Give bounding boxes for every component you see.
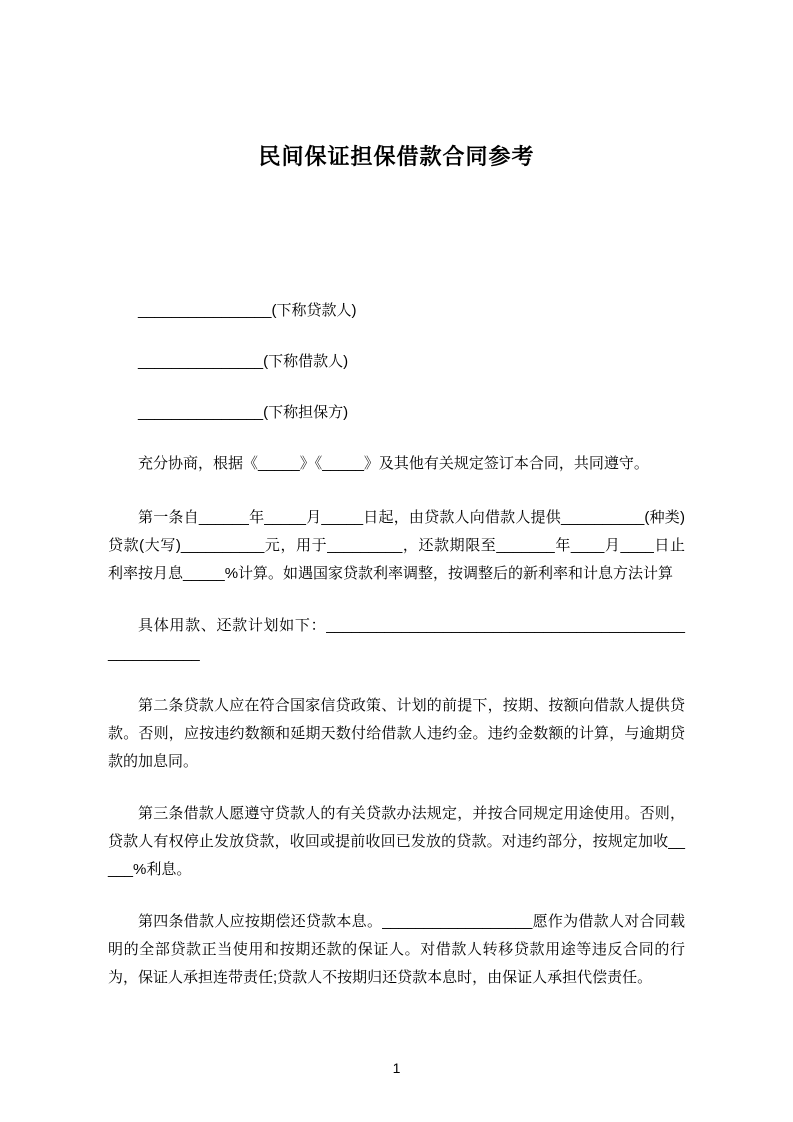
document-body bbox=[108, 297, 685, 992]
party-line-lender: ________________(下称贷款人) bbox=[138, 302, 357, 319]
document-title: 民间保证担保借款合同参考 bbox=[258, 144, 535, 169]
clause-4: 第四条借款人应按期偿还贷款本息。__________________愿作为借款人对合同载明的全部贷款正当使用和按期还款的保证人。对借款人转移贷款用途等违反合同的行为，保证人承担连带责任;贷款人不按期归还贷款本息时，由保证人承担代偿责任。 bbox=[108, 913, 685, 986]
page-number: 1 bbox=[392, 1060, 401, 1076]
clause-2: 第二条贷款人应在符合国家信贷政策、计划的前提下，按期、按额向借款人提供贷款。否则，应按违约数额和延期天数付给借款人违约金。违约金数额的计算，与逾期贷款的加息同。 bbox=[108, 697, 685, 770]
party-line-guarantor: _______________(下称担保方) bbox=[138, 404, 349, 421]
party-line-borrower: _______________(下称借款人) bbox=[138, 353, 349, 370]
clause-1: 第一条自______年_____月_____日起，由贷款人向借款人提供__________(种类)贷款(大写)__________元，用于_________，还款期限至_______年____月____日止利率按月息_____%计算。如遇国家贷款利率调整，按调整后的新利率和计息方法计算 bbox=[108, 509, 685, 582]
intro-paragraph: 充分协商，根据《_____》《_____》及其他有关规定签订本合同，共同遵守。 bbox=[138, 455, 649, 472]
repayment-plan-line: 具体用款、还款计划如下：______________________________________________________ bbox=[108, 617, 685, 662]
clause-3: 第三条借款人愿遵守贷款人的有关贷款办法规定，并按合同规定用途使用。否则，贷款人有权停止发放贷款，收回或提前收回已发放的贷款。对违约部分，按规定加收_____%利息。 bbox=[108, 805, 685, 878]
